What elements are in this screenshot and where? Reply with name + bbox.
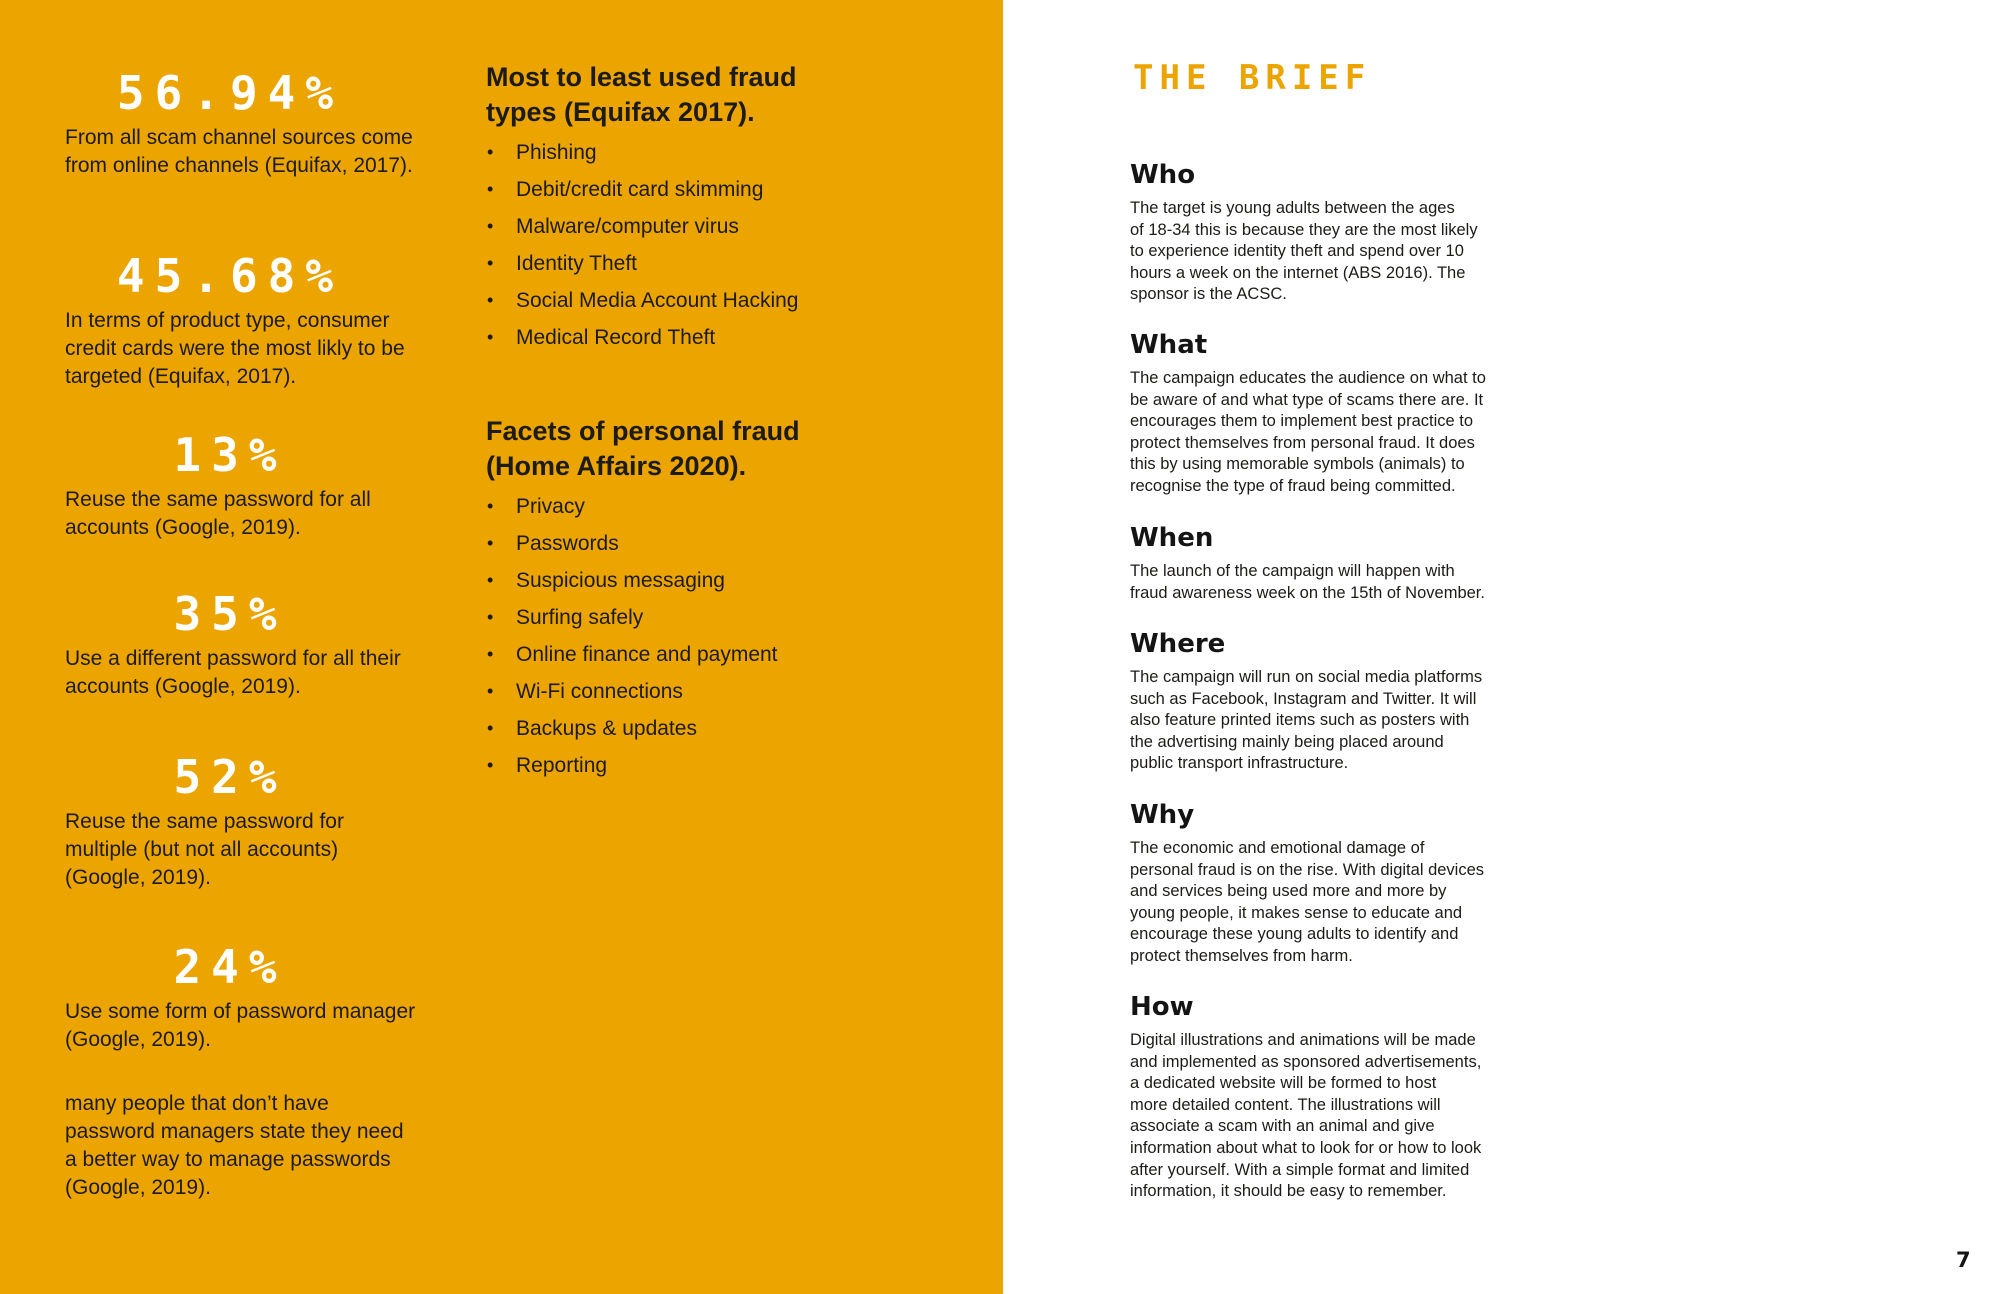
list-item: • Debit/credit card skimming [486, 171, 886, 208]
list-item: • Privacy [486, 488, 886, 525]
stat-online-channels [65, 62, 465, 180]
list-item: • Suspicious messaging [486, 562, 886, 599]
bullet-icon: • [487, 570, 494, 590]
section-text: The campaign educates the audience on what to be aware of and what type of scams there are. It encourages them to implement best practice to protect themselves from personal fraud. It does this by using memorable symbols (animals) to recognise the type of fraud being committed. [1130, 369, 1486, 495]
stat-number: 35% [173, 587, 287, 641]
list-item: • Surfing safely [486, 599, 886, 636]
brief-section-where [1130, 627, 1530, 775]
list-item: • Phishing [486, 134, 886, 171]
stat-description: Use some form of password manager (Google, 2019). [65, 1000, 416, 1051]
bullet-icon: • [487, 253, 494, 273]
bullet-icon: • [487, 142, 494, 162]
bullet-icon: • [487, 179, 494, 199]
bullet-icon: • [487, 644, 494, 664]
section-heading: Why [1130, 800, 1195, 830]
stat-number: 56.94% [116, 66, 344, 120]
stat-number: 24% [173, 940, 287, 994]
list-item: • Malware/computer virus [486, 208, 886, 245]
stat-description: In terms of product type, consumer credit cards were the most likly to be targeted (Equifax, 2017). [65, 309, 405, 388]
bullet-icon: • [487, 496, 494, 516]
bullet-icon: • [487, 681, 494, 701]
section-heading: Who [1130, 160, 1196, 190]
section-text: The target is young adults between the ages of 18-34 this is because they are the most likely to experience identity theft and spend over 10 hours a week on the internet (ABS 2016). The sponsor is the ACSC. [1130, 199, 1478, 304]
section-text: The economic and emotional damage of personal fraud is on the rise. With digital devices and services being used more and more by young people, it makes sense to educate and encourage these young adults to identify and protect themselves from harm. [1130, 839, 1485, 965]
section-heading: What [1130, 330, 1208, 360]
stat-description: From all scam channel sources come from online channels (Equifax, 2017). [65, 126, 413, 177]
stat-same-password-multiple [65, 746, 465, 892]
bullet-icon: • [487, 327, 494, 347]
brief-title: THE BRIEF [1133, 58, 1372, 98]
brief-section-how [1130, 990, 1530, 1203]
section-heading: How [1130, 992, 1194, 1022]
section-heading: Where [1130, 629, 1226, 659]
section-text: The launch of the campaign will happen with fraud awareness week on the 15th of November. [1130, 562, 1485, 602]
stat-description: Reuse the same password for all accounts (Google, 2019). [65, 488, 371, 539]
stat-number: 13% [173, 428, 287, 482]
fraud-types-list [486, 60, 886, 356]
page-number: 7 [1956, 1248, 1971, 1272]
bullet-icon: • [487, 755, 494, 775]
password-manager-note: many people that don’t have password managers state they need a better way to manage passwords (Google, 2019). [65, 1092, 404, 1199]
brief-section-why [1130, 798, 1530, 968]
stat-password-manager [65, 936, 465, 1054]
fraud-types-title: Most to least used fraud types (Equifax 2017). [486, 62, 797, 127]
list-item: • Backups & updates [486, 710, 886, 747]
list-item: • Reporting [486, 747, 886, 784]
stat-same-password-all [65, 424, 465, 542]
brief-section-when [1130, 521, 1530, 604]
list-item: • Medical Record Theft [486, 319, 886, 356]
list-item: • Online finance and payment [486, 636, 886, 673]
list-item: • Wi-Fi connections [486, 673, 886, 710]
brief-section-who [1130, 158, 1530, 306]
bullet-icon: • [487, 607, 494, 627]
bullet-icon: • [487, 290, 494, 310]
stat-number: 45.68% [116, 249, 344, 303]
bullet-icon: • [487, 533, 494, 553]
stat-credit-cards [65, 245, 465, 391]
section-text: Digital illustrations and animations will be made and implemented as sponsored advertisements, a dedicated website will be formed to host more detailed content. The illustrations will associate a scam with an animal and give information about what to look for or how to look after yourself. With a simple format and limited information, it should be easy to remember. [1130, 1031, 1482, 1201]
section-heading: When [1130, 523, 1214, 553]
stat-different-password [65, 583, 465, 701]
list-item: • Identity Theft [486, 245, 886, 282]
stat-number: 52% [173, 750, 287, 804]
stat-description: Use a different password for all their accounts (Google, 2019). [65, 647, 401, 698]
brief-section-what [1130, 328, 1530, 498]
list-item: • Social Media Account Hacking [486, 282, 886, 319]
fraud-facets-list [486, 414, 886, 784]
section-text: The campaign will run on social media platforms such as Facebook, Instagram and Twitter. It will also feature printed items such as posters with the advertising mainly being placed around public transport infrastructure. [1130, 668, 1483, 773]
list-item: • Passwords [486, 525, 886, 562]
stat-description: Reuse the same password for multiple (but not all accounts) (Google, 2019). [65, 810, 344, 889]
bullet-icon: • [487, 216, 494, 236]
bullet-icon: • [487, 718, 494, 738]
fraud-facets-title: Facets of personal fraud (Home Affairs 2020). [486, 416, 800, 481]
